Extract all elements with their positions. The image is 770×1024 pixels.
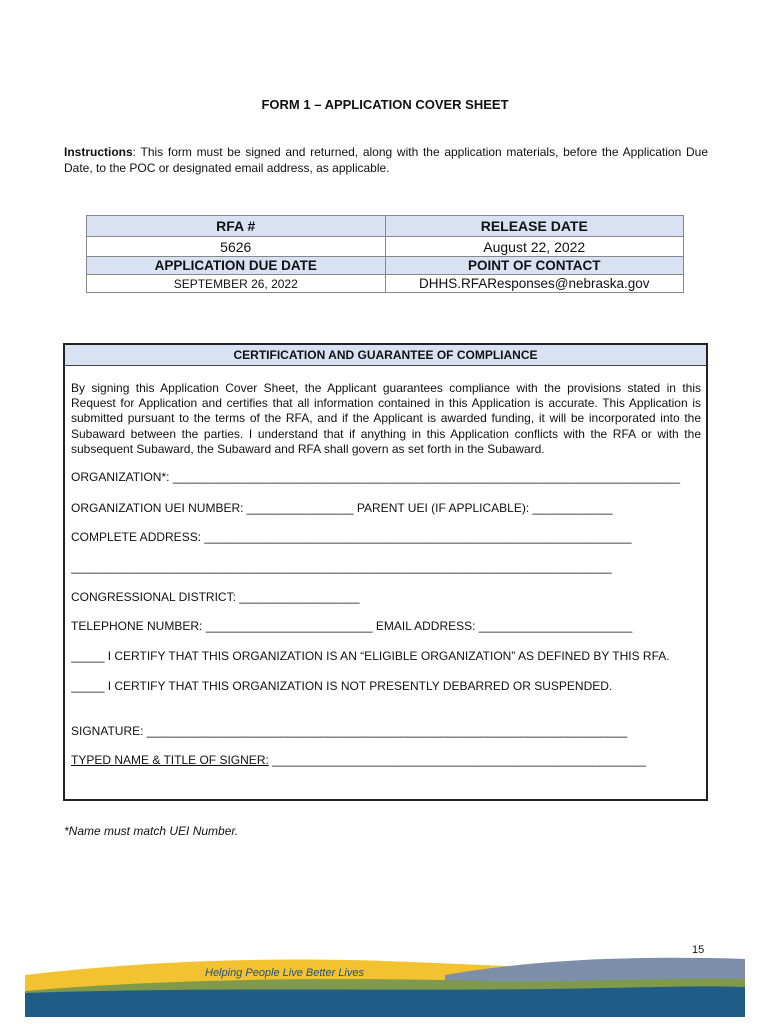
instructions xyxy=(64,144,708,176)
address-second-line[interactable]: _________________________________________________________________________________ xyxy=(71,560,612,574)
typed-name-line: ________________________________________________________ xyxy=(268,753,646,767)
congressional-district-field[interactable]: CONGRESSIONAL DISTRICT: __________________ xyxy=(71,590,360,604)
organization-field[interactable]: ORGANIZATION*: ____________________________________________________________________________ xyxy=(71,470,680,484)
uei-field[interactable]: ORGANIZATION UEI NUMBER: ________________ PARENT UEI (IF APPLICABLE): ____________ xyxy=(71,501,613,515)
form-title: FORM 1 – APPLICATION COVER SHEET xyxy=(261,97,509,112)
certification-header: CERTIFICATION AND GUARANTEE OF COMPLIANCE xyxy=(65,345,706,366)
due-date-value: SEPTEMBER 26, 2022 xyxy=(87,275,386,293)
rfa-number-value: 5626 xyxy=(87,237,386,257)
footnote: *Name must match UEI Number. xyxy=(64,824,239,838)
due-date-header: APPLICATION DUE DATE xyxy=(87,257,386,275)
release-date-header: RELEASE DATE xyxy=(385,216,684,237)
rfa-number-header: RFA # xyxy=(87,216,386,237)
instructions-text: : This form must be signed and returned, along with the application materials, before the Application Due Date, to the POC or designated email address, as applicable. xyxy=(64,145,708,175)
typed-name-label: TYPED NAME & TITLE OF SIGNER: xyxy=(71,753,269,767)
debarred-certification[interactable]: _____ I CERTIFY THAT THIS ORGANIZATION IS NOT PRESENTLY DEBARRED OR SUSPENDED. xyxy=(71,679,613,693)
signature-field[interactable]: SIGNATURE: ________________________________________________________________________ xyxy=(71,724,628,738)
certification-paragraph: By signing this Application Cover Sheet, the Applicant guarantees compliance with the provisions stated in this Request for Application and certifies that all information contained in this Application is accurate. This Application is submitted pursuant to the terms of the RFA, and if the Applicant is awarded funding, it will be incorporated into the Subaward between the parties. I understand that if anything in this Application conflicts with the RFA or with the subsequent Subaward, the Subaward and RFA shall govern as set forth in the Subaward. xyxy=(71,381,701,456)
telephone-email-field[interactable]: TELEPHONE NUMBER: _________________________ EMAIL ADDRESS: _______________________ xyxy=(71,619,633,633)
point-of-contact-value: DHHS.RFAResponses@nebraska.gov xyxy=(385,275,684,293)
footer-blue-wave xyxy=(25,986,745,1017)
release-date-value: August 22, 2022 xyxy=(385,237,684,257)
point-of-contact-header: POINT OF CONTACT xyxy=(385,257,684,275)
rfa-info-table xyxy=(86,215,684,293)
instructions-label: Instructions xyxy=(64,145,133,159)
typed-name-field[interactable] xyxy=(71,753,703,767)
footer-slogan: Helping People Live Better Lives xyxy=(205,967,364,979)
footer-banner xyxy=(25,955,745,1017)
eligible-certification[interactable]: _____ I CERTIFY THAT THIS ORGANIZATION IS AN “ELIGIBLE ORGANIZATION” AS DEFINED BY THIS RFA. xyxy=(71,649,670,663)
address-field[interactable]: COMPLETE ADDRESS: ________________________________________________________________ xyxy=(71,530,632,544)
page-number: 15 xyxy=(692,944,705,956)
certification-box xyxy=(63,343,708,801)
